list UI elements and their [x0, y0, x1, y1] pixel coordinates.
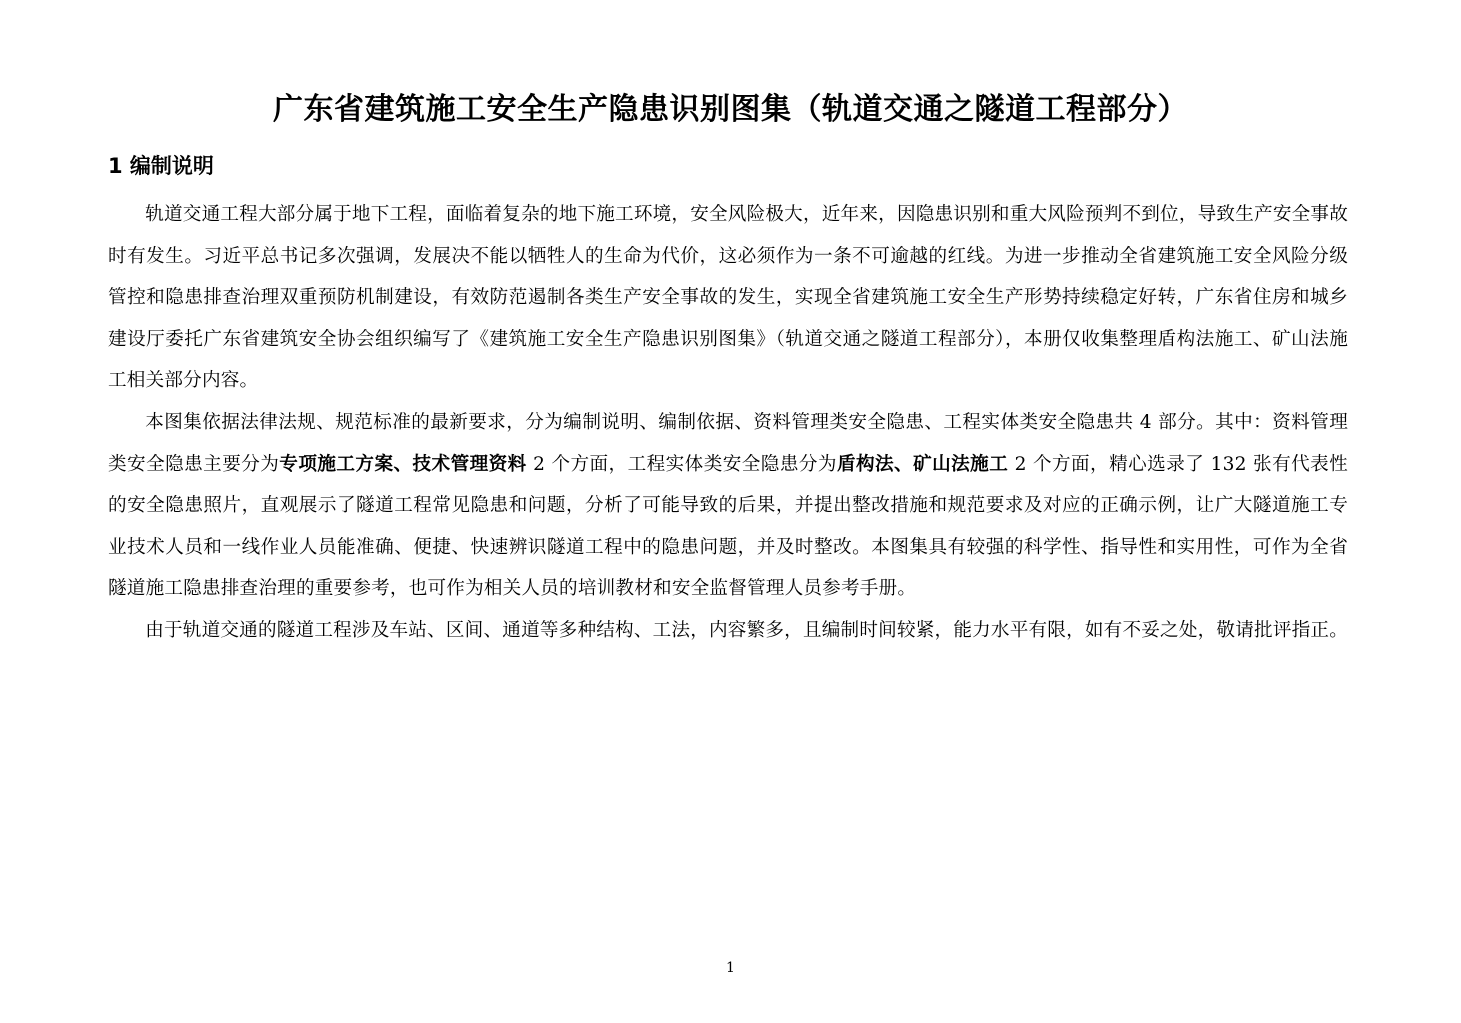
section-heading: 1 编制说明	[108, 154, 214, 178]
paragraph-structure	[108, 402, 1348, 610]
emphasis-resource-categories: 专项施工方案、技术管理资料	[279, 453, 527, 475]
paragraph-structure-text-a: 本图集依据法律法规、规范标准的最新要求，分为编制说明、编制依据、资料管理类安全隐患、工程实体类安全隐患共 4 部分。其中：资料管理类安全隐患主要分为	[108, 411, 1348, 475]
emphasis-construction-methods: 盾构法、矿山法施工	[836, 453, 1009, 475]
paragraph-structure-text-b: 2 个方面，工程实体类安全隐患分为	[526, 453, 837, 475]
document-title: 广东省建筑施工安全生产隐患识别图集（轨道交通之隧道工程部分）	[273, 92, 1188, 127]
page-number: 1	[726, 960, 735, 976]
paragraph-structure-text-c: 2 个方面，精心选录了 132 张有代表性的安全隐患照片，直观展示了隧道工程常见隐患和问题，分析了可能导致的后果，并提出整改措施和规范要求及对应的正确示例，让广大隧道施工专业技术人员和一线作业人员能准确、便捷、快速辨识隧道工程中的隐患问题，并及时整改。本图集具有较强的科学性、指导性和实用性，可作为全省隧道施工隐患排查治理的重要参考，也可作为相关人员的培训教材和安全监督管理人员参考手册。	[108, 453, 1348, 600]
paragraph-intro: 轨道交通工程大部分属于地下工程，面临着复杂的地下施工环境，安全风险极大，近年来，因隐患识别和重大风险预判不到位，导致生产安全事故时有发生。习近平总书记多次强调，发展决不能以牺牲人的生命为代价，这必须作为一条不可逾越的红线。为进一步推动全省建筑施工安全风险分级管控和隐患排查治理双重预防机制建设，有效防范遏制各类生产安全事故的发生，实现全省建筑施工安全生产形势持续稳定好转，广东省住房和城乡建设厅委托广东省建筑安全协会组织编写了《建筑施工安全生产隐患识别图集》（轨道交通之隧道工程部分），本册仅收集整理盾构法施工、矿山法施工相关部分内容。	[108, 204, 1348, 392]
paragraph-closing: 由于轨道交通的隧道工程涉及车站、区间、通道等多种结构、工法，内容繁多，且编制时间较紧，能力水平有限，如有不妥之处，敬请批评指正。	[145, 619, 1348, 641]
body-text	[108, 194, 1348, 652]
